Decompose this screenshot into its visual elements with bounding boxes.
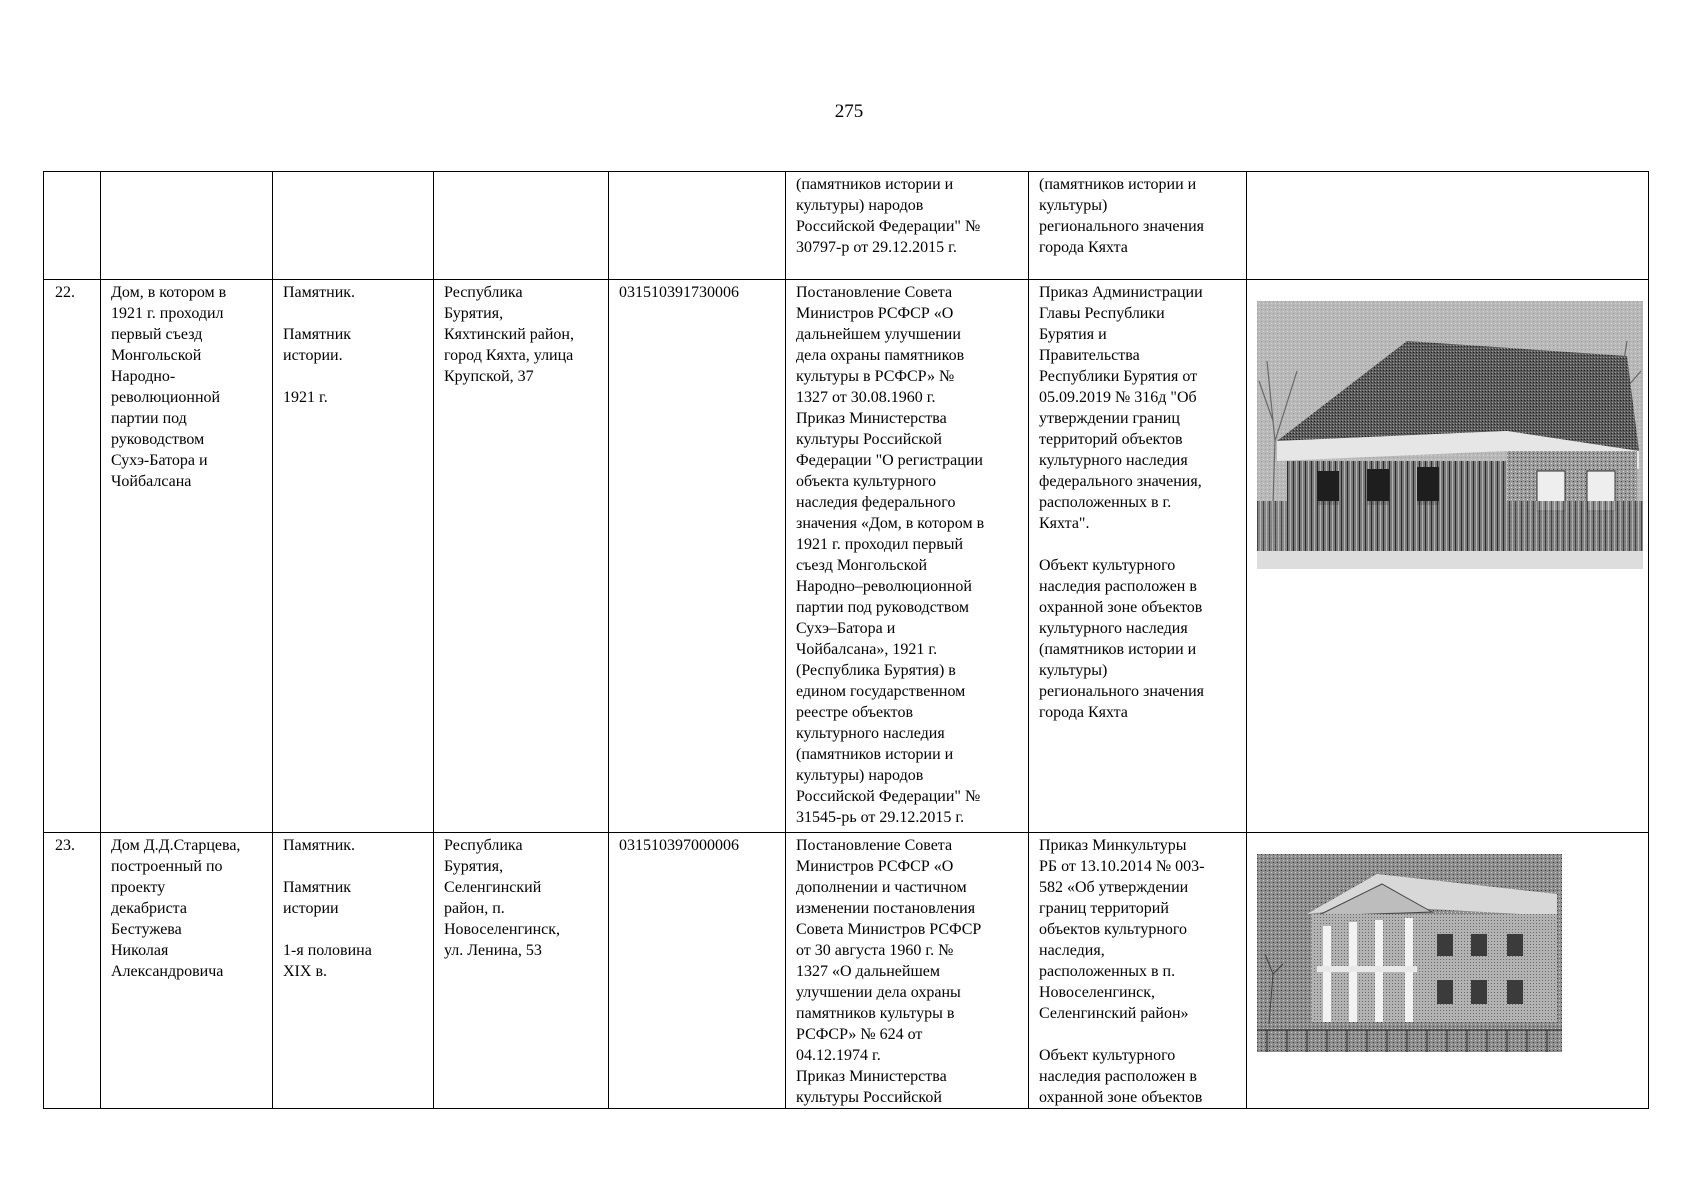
- table-row-23: [44, 833, 1649, 1109]
- object-name: Дом, в котором в 1921 г. проходил первый съезд Монгольской Народно- революционной партии под руководством Сухэ-Батора и Чойбалсана: [101, 280, 273, 833]
- object-address: [434, 172, 609, 280]
- photo-cell: [1247, 172, 1649, 280]
- object-name: [101, 172, 273, 280]
- row-number: 22.: [44, 280, 101, 833]
- object-category: Памятник. Памятник истории. 1921 г.: [273, 280, 434, 833]
- registry-number: 031510391730006: [609, 280, 786, 833]
- wooden-house-photo: [1257, 301, 1643, 569]
- row-number: [44, 172, 101, 280]
- boundary-document: Приказ Администрации Главы Республики Бурятия и Правительства Республики Бурятия от 05.09.2019 № 316д "Об утверждении границ территорий объектов культурного наследия федерального значения, расположенных в г. Кяхта". Объект культурного наследия расположен в охранной зоне объектов культурного наследия (памятников истории и культуры) регионального значения города Кяхта: [1029, 280, 1247, 833]
- table-row-continuation: [44, 172, 1649, 280]
- boundary-document: Приказ Минкультуры РБ от 13.10.2014 № 003- 582 «Об утверждении границ территорий объектов культурного наследия, расположенных в п. Новоселенгинск, Селенгинский район» Объект культурного наследия расположен в охранной зоне объектов: [1029, 833, 1247, 1109]
- object-name: Дом Д.Д.Старцева, построенный по проекту декабриста Бестужева Николая Александровича: [101, 833, 273, 1109]
- object-address: Республика Бурятия, Селенгинский район, п. Новоселенгинск, ул. Ленина, 53: [434, 833, 609, 1109]
- table-row-22: [44, 280, 1649, 833]
- object-address: Республика Бурятия, Кяхтинский район, город Кяхта, улица Крупской, 37: [434, 280, 609, 833]
- object-category: [273, 172, 434, 280]
- photo-cell: [1247, 280, 1649, 833]
- colonnade-house-photo: [1257, 854, 1562, 1052]
- protection-document: Постановление Совета Министров РСФСР «О дальнейшем улучшении дела охраны памятников культуры в РСФСР» № 1327 от 30.08.1960 г. Приказ Министерства культуры Российской Федерации "О регистрации объекта культурного наследия федерального значения «Дом, в котором в 1921 г. проходил первый съезд Монгольской Народно–революционной партии под руководством Сухэ–Батора и Чойбалсана», 1921 г. (Республика Бурятия) в едином государственном реестре объектов культурного наследия (памятников истории и культуры) народов Российской Федерации" № 31545-рь от 29.12.2015 г.: [786, 280, 1029, 833]
- row-number: 23.: [44, 833, 101, 1109]
- boundary-document: (памятников истории и культуры) регионального значения города Кяхта: [1029, 172, 1247, 280]
- registry-number: [609, 172, 786, 280]
- page-number: 275: [834, 101, 864, 122]
- object-category: Памятник. Памятник истории 1-я половина XIX в.: [273, 833, 434, 1109]
- protection-document: (памятников истории и культуры) народов Российской Федерации" № 30797-р от 29.12.2015 г.: [786, 172, 1029, 280]
- photo-cell: [1247, 833, 1649, 1109]
- protection-document: Постановление Совета Министров РСФСР «О дополнении и частичном изменении постановления Совета Министров РСФСР от 30 августа 1960 г. № 1327 «О дальнейшем улучшении дела охраны памятников культуры в РСФСР» № 624 от 04.12.1974 г. Приказ Министерства культуры Российской: [786, 833, 1029, 1109]
- heritage-registry-table: [43, 171, 1649, 1109]
- registry-number: 031510397000006: [609, 833, 786, 1109]
